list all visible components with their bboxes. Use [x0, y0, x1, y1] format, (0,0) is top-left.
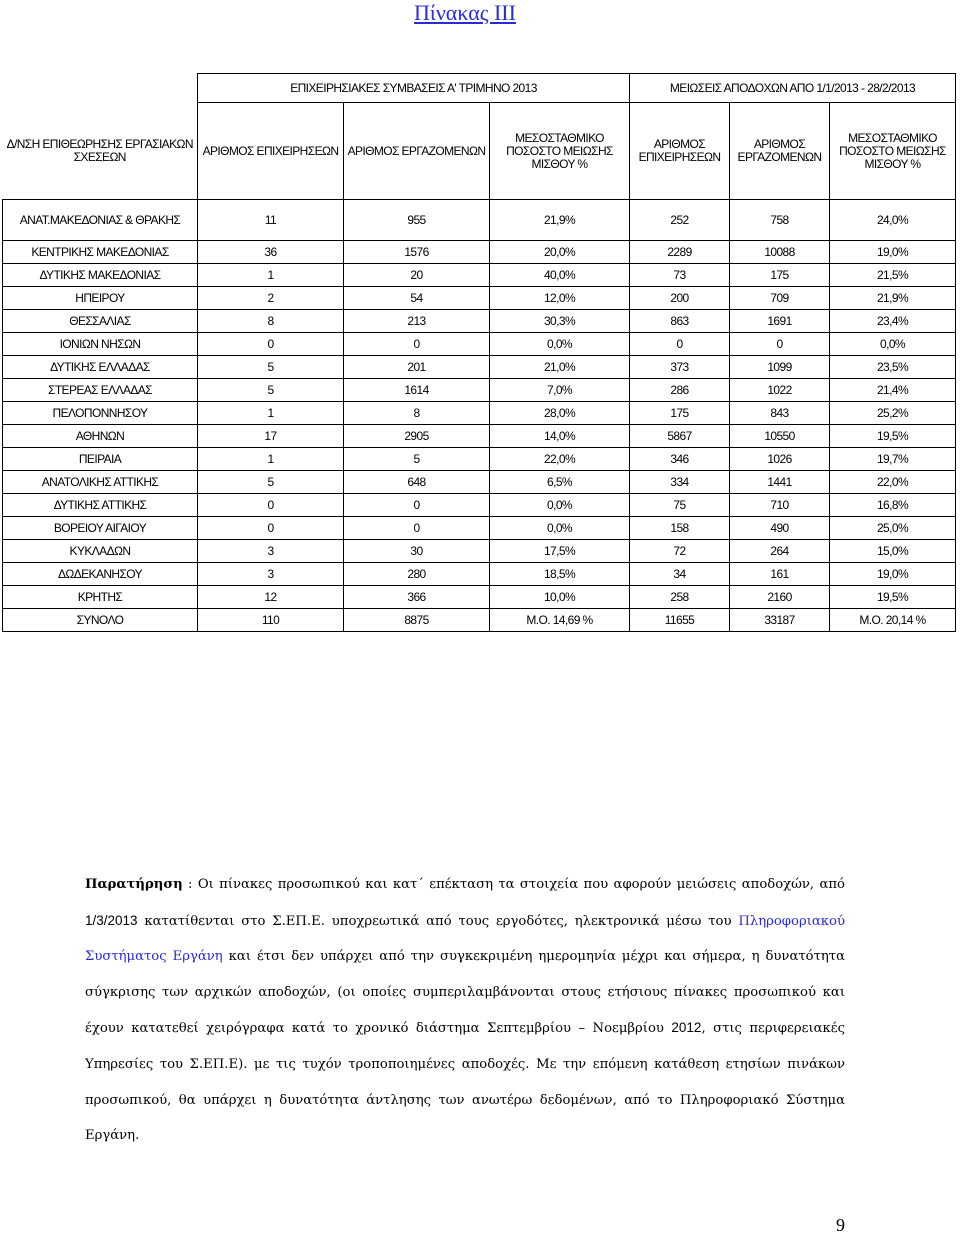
value-cell: 5: [198, 471, 344, 494]
ergani-link[interactable]: Πληροφοριακού Συστήματος Εργάνη: [85, 913, 845, 965]
region-cell: ΘΕΣΣΑΛΙΑΣ: [3, 310, 198, 333]
value-cell: 0,0%: [490, 517, 630, 540]
value-cell: 366: [344, 586, 490, 609]
value-cell: 0: [630, 333, 730, 356]
group-header-left: ΕΠΙΧΕΙΡΗΣΙΑΚΕΣ ΣΥΜΒΑΣΕΙΣ Α' ΤΡΙΜΗΝΟ 2013: [198, 74, 630, 103]
value-cell: 19,7%: [830, 448, 956, 471]
header-avg-reduction: ΜΕΣΟΣΤΑΘΜΙΚΟ ΠΟΣΟΣΤΟ ΜΕΙΩΣΗΣ ΜΙΣΘΟΥ %: [490, 103, 630, 200]
note-text-4: , στις περιφερειακές Υπηρεσίες του Σ.ΕΠ.Ε). με τις τυχόν τροποποιημένες αποδοχές. Με την επόμενη κατάθεση ετησίων πινάκων προσωπικού, θα υπάρχει η δυνατότητα άντλησης των ανωτέρω δεδομένων, από το Πληροφοριακό Σύστημα Εργάνη.: [85, 1021, 845, 1144]
value-cell: 19,5%: [830, 425, 956, 448]
region-cell: ΑΝΑΤ.ΜΑΚΕΔΟΝΙΑΣ & ΘΡΑΚΗΣ: [3, 200, 198, 241]
region-cell: ΑΝΑΤΟΛΙΚΗΣ ΑΤΤΙΚΗΣ: [3, 471, 198, 494]
region-cell: ΚΡΗΤΗΣ: [3, 586, 198, 609]
value-cell: 10,0%: [490, 586, 630, 609]
value-cell: 0: [344, 517, 490, 540]
region-cell: ΑΘΗΝΩΝ: [3, 425, 198, 448]
table-row: [3, 287, 956, 310]
value-cell: Μ.Ο. 20,14 %: [830, 609, 956, 632]
table-row: [3, 356, 956, 379]
value-cell: 30,3%: [490, 310, 630, 333]
value-cell: 23,5%: [830, 356, 956, 379]
value-cell: 158: [630, 517, 730, 540]
note-paragraph: [85, 867, 845, 1154]
region-cell: ΔΥΤΙΚΗΣ ΜΑΚΕΔΟΝΙΑΣ: [3, 264, 198, 287]
region-cell: ΚΥΚΛΑΔΩΝ: [3, 540, 198, 563]
value-cell: 373: [630, 356, 730, 379]
value-cell: 40,0%: [490, 264, 630, 287]
region-cell: ΗΠΕΙΡΟΥ: [3, 287, 198, 310]
value-cell: 19,0%: [830, 563, 956, 586]
value-cell: 1576: [344, 241, 490, 264]
value-cell: 264: [730, 540, 830, 563]
value-cell: 21,4%: [830, 379, 956, 402]
region-cell: ΔΥΤΙΚΗΣ ΕΛΛΑΔΑΣ: [3, 356, 198, 379]
table-row: [3, 425, 956, 448]
value-cell: 22,0%: [830, 471, 956, 494]
table-row: [3, 448, 956, 471]
value-cell: 21,9%: [490, 200, 630, 241]
value-cell: 54: [344, 287, 490, 310]
value-cell: 16,8%: [830, 494, 956, 517]
value-cell: 23,4%: [830, 310, 956, 333]
note-text-2: κατατίθενται στο Σ.ΕΠ.Ε. υποχρεωτικά από τους εργοδότες, ηλεκτρονικά μέσω του: [144, 913, 732, 929]
value-cell: 175: [730, 264, 830, 287]
value-cell: 25,0%: [830, 517, 956, 540]
value-cell: 18,5%: [490, 563, 630, 586]
value-cell: Μ.Ο. 14,69 %: [490, 609, 630, 632]
page-number: 9: [836, 1215, 845, 1235]
value-cell: 12,0%: [490, 287, 630, 310]
value-cell: 28,0%: [490, 402, 630, 425]
region-cell: ΣΤΕΡΕΑΣ ΕΛΛΑΔΑΣ: [3, 379, 198, 402]
value-cell: 758: [730, 200, 830, 241]
value-cell: 8: [344, 402, 490, 425]
region-cell: ΔΩΔΕΚΑΝΗΣΟΥ: [3, 563, 198, 586]
note-label: Παρατήρηση: [85, 877, 183, 892]
value-cell: 19,0%: [830, 241, 956, 264]
value-cell: 25,2%: [830, 402, 956, 425]
value-cell: 20: [344, 264, 490, 287]
header-reduction-companies: ΑΡΙΘΜΟΣ ΕΠΙΧΕΙΡΗΣΕΩΝ: [630, 103, 730, 200]
value-cell: 201: [344, 356, 490, 379]
value-cell: 5: [198, 379, 344, 402]
value-cell: 490: [730, 517, 830, 540]
value-cell: 6,5%: [490, 471, 630, 494]
table-row: [3, 333, 956, 356]
note-text-3: και έτσι δεν υπάρχει από την συγκεκριμένη ημερομηνία μέχρι και σήμερα, η δυνατότητα σύγκρισης των αρχικών αποδοχών, (οι οποίες συμπεριλαμβάνονται στους ετήσιους πίνακες προσωπικού και έχουν κατατεθεί χειρόγραφα κατά το χρονικό διάστημα Σεπτεμβρίου – Νοεμβρίου: [85, 949, 845, 1037]
table-row: [3, 241, 956, 264]
value-cell: 10088: [730, 241, 830, 264]
region-cell: ΚΕΝΤΡΙΚΗΣ ΜΑΚΕΔΟΝΙΑΣ: [3, 241, 198, 264]
group-header-row: [3, 74, 956, 103]
region-cell: ΣΥΝΟΛΟ: [3, 609, 198, 632]
value-cell: 258: [630, 586, 730, 609]
value-cell: 8: [198, 310, 344, 333]
note-text-1: : Οι πίνακες προσωπικού και κατ΄ επέκταση τα στοιχεία που αφορούν μειώσεις αποδοχών, από: [188, 877, 845, 892]
value-cell: 36: [198, 241, 344, 264]
value-cell: 12: [198, 586, 344, 609]
header-employees: ΑΡΙΘΜΟΣ ΕΡΓΑΖΟΜΕΝΩΝ: [344, 103, 490, 200]
header-companies: ΑΡΙΘΜΟΣ ΕΠΙΧΕΙΡΗΣΕΩΝ: [198, 103, 344, 200]
value-cell: 33187: [730, 609, 830, 632]
value-cell: 5: [344, 448, 490, 471]
value-cell: 0: [344, 333, 490, 356]
value-cell: 1026: [730, 448, 830, 471]
value-cell: 34: [630, 563, 730, 586]
value-cell: 1691: [730, 310, 830, 333]
value-cell: 175: [630, 402, 730, 425]
value-cell: 709: [730, 287, 830, 310]
table-row: [3, 586, 956, 609]
table-row: [3, 471, 956, 494]
value-cell: 1614: [344, 379, 490, 402]
value-cell: 955: [344, 200, 490, 241]
table-row: [3, 494, 956, 517]
column-header-row: [3, 103, 956, 200]
value-cell: 72: [630, 540, 730, 563]
header-reduction-employees: ΑΡΙΘΜΟΣ ΕΡΓΑΖΟΜΕΝΩΝ: [730, 103, 830, 200]
value-cell: 863: [630, 310, 730, 333]
region-cell: ΔΥΤΙΚΗΣ ΑΤΤΙΚΗΣ: [3, 494, 198, 517]
value-cell: 2160: [730, 586, 830, 609]
value-cell: 15,0%: [830, 540, 956, 563]
value-cell: 21,0%: [490, 356, 630, 379]
value-cell: 19,5%: [830, 586, 956, 609]
value-cell: 5867: [630, 425, 730, 448]
value-cell: 200: [630, 287, 730, 310]
table-row: [3, 609, 956, 632]
value-cell: 843: [730, 402, 830, 425]
region-cell: ΙΟΝΙΩΝ ΝΗΣΩΝ: [3, 333, 198, 356]
group-header-right: ΜΕΙΩΣΕΙΣ ΑΠΟΔΟΧΩΝ ΑΠΟ 1/1/2013 - 28/2/2013: [630, 74, 956, 103]
value-cell: 0: [198, 333, 344, 356]
reductions-table: [2, 73, 956, 632]
value-cell: 280: [344, 563, 490, 586]
value-cell: 20,0%: [490, 241, 630, 264]
note-date: 1/3/2013: [85, 912, 138, 928]
value-cell: 3: [198, 540, 344, 563]
note-year: 2012: [671, 1020, 702, 1036]
value-cell: 21,5%: [830, 264, 956, 287]
table-row: [3, 402, 956, 425]
table-row: [3, 517, 956, 540]
value-cell: 334: [630, 471, 730, 494]
value-cell: 17: [198, 425, 344, 448]
value-cell: 73: [630, 264, 730, 287]
value-cell: 0,0%: [490, 333, 630, 356]
page-title: Πίνακας ΙΙΙ: [414, 0, 516, 25]
value-cell: 2289: [630, 241, 730, 264]
value-cell: 24,0%: [830, 200, 956, 241]
value-cell: 1: [198, 264, 344, 287]
value-cell: 0: [730, 333, 830, 356]
table-row: [3, 264, 956, 287]
value-cell: 1: [198, 402, 344, 425]
value-cell: 21,9%: [830, 287, 956, 310]
value-cell: 252: [630, 200, 730, 241]
value-cell: 30: [344, 540, 490, 563]
value-cell: 161: [730, 563, 830, 586]
value-cell: 5: [198, 356, 344, 379]
value-cell: 7,0%: [490, 379, 630, 402]
value-cell: 0: [344, 494, 490, 517]
value-cell: 11655: [630, 609, 730, 632]
value-cell: 22,0%: [490, 448, 630, 471]
region-cell: ΠΕΙΡΑΙΑ: [3, 448, 198, 471]
value-cell: 2905: [344, 425, 490, 448]
value-cell: 286: [630, 379, 730, 402]
header-reduction-avg: ΜΕΣΟΣΤΑΘΜΙΚΟ ΠΟΣΟΣΤΟ ΜΕΙΩΣΗΣ ΜΙΣΘΟΥ %: [830, 103, 956, 200]
table-row: [3, 310, 956, 333]
value-cell: 1: [198, 448, 344, 471]
value-cell: 648: [344, 471, 490, 494]
blank-corner-cell: [3, 74, 198, 103]
value-cell: 0: [198, 494, 344, 517]
region-cell: ΒΟΡΕΙΟΥ ΑΙΓΑΙΟΥ: [3, 517, 198, 540]
value-cell: 2: [198, 287, 344, 310]
value-cell: 346: [630, 448, 730, 471]
table-row: [3, 540, 956, 563]
value-cell: 110: [198, 609, 344, 632]
value-cell: 1099: [730, 356, 830, 379]
value-cell: 0: [198, 517, 344, 540]
table-row: [3, 563, 956, 586]
table-row: [3, 200, 956, 241]
value-cell: 3: [198, 563, 344, 586]
value-cell: 75: [630, 494, 730, 517]
value-cell: 14,0%: [490, 425, 630, 448]
value-cell: 10550: [730, 425, 830, 448]
value-cell: 1441: [730, 471, 830, 494]
value-cell: 710: [730, 494, 830, 517]
value-cell: 0,0%: [830, 333, 956, 356]
value-cell: 11: [198, 200, 344, 241]
region-cell: ΠΕΛΟΠΟΝΝΗΣΟΥ: [3, 402, 198, 425]
value-cell: 17,5%: [490, 540, 630, 563]
header-region: Δ/ΝΣΗ ΕΠΙΘΕΩΡΗΣΗΣ ΕΡΓΑΣΙΑΚΩΝ ΣΧΕΣΕΩΝ: [3, 103, 198, 200]
value-cell: 1022: [730, 379, 830, 402]
table-row: [3, 379, 956, 402]
value-cell: 8875: [344, 609, 490, 632]
value-cell: 0,0%: [490, 494, 630, 517]
value-cell: 213: [344, 310, 490, 333]
